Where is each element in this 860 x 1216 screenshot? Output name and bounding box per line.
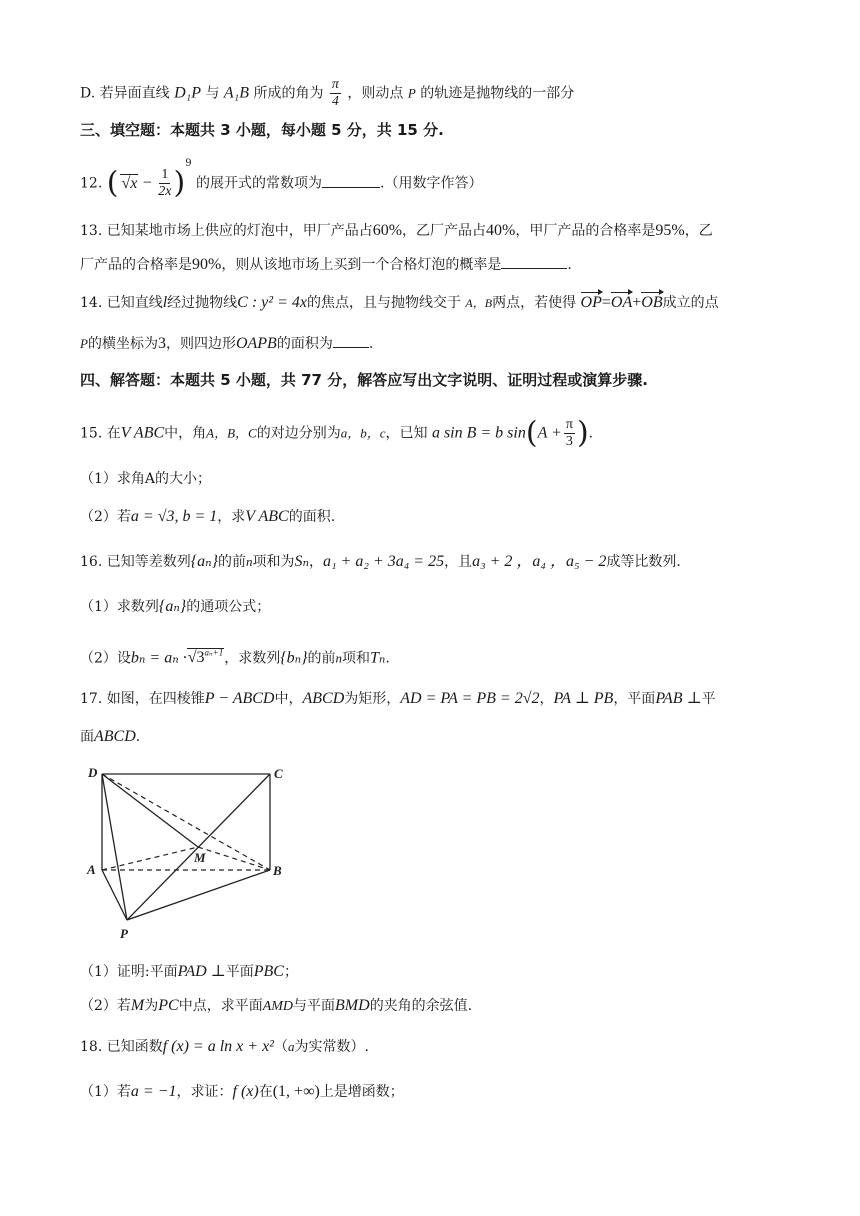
- question-14-line1: [80, 293, 719, 313]
- math-plane-pbc: PBC: [253, 963, 284, 980]
- math-sn: Sₙ: [294, 553, 309, 570]
- text: 成立的点: [662, 295, 719, 311]
- text: ，且: [444, 554, 473, 570]
- math-plane-pab: PAB ⊥: [655, 690, 702, 707]
- period: .: [588, 425, 594, 442]
- text: 所成的角为: [253, 85, 324, 102]
- question-18: [80, 1037, 369, 1057]
- math-triangle: V ABC: [120, 424, 165, 442]
- question-17-line1: 17. 如图，在四棱锥P − ABCD中，ABCD为矩形，AD = PA = PB = 2√2，PA ⊥ PB，平面PAB ⊥平: [80, 690, 716, 707]
- edge-dm: [102, 774, 198, 847]
- math-perp: PA ⊥ PB: [553, 690, 614, 707]
- denominator: 2x: [158, 184, 172, 199]
- question-16-part2: （2）设$b_n = a_n \cdot√3^{a_n+1}$，求数列{bₙ}的前n项和Tₙ.: [80, 648, 390, 667]
- sqrt-expression: [187, 648, 225, 666]
- question-16-part1: [80, 597, 270, 617]
- text: ，则四边形: [165, 336, 236, 352]
- text: 项和: [341, 650, 370, 667]
- text: 为矩形，: [344, 691, 401, 707]
- math-bn-def: bₙ = aₙ ·: [130, 649, 187, 667]
- text: ，乙厂产品占: [402, 223, 487, 239]
- text: （1）若: [80, 1084, 131, 1100]
- text: 的前: [307, 650, 336, 667]
- text: 14. 已知直线: [80, 295, 163, 311]
- math-plane-pad: PAD ⊥: [177, 963, 226, 980]
- text: 厂产品的合格率是: [80, 257, 192, 273]
- answer-blank: [322, 173, 380, 188]
- math-oapb: OAPB: [235, 335, 277, 352]
- option-d: [80, 78, 574, 109]
- vector-oa: OA: [610, 294, 633, 311]
- question-number: 12.: [80, 175, 103, 192]
- exponent: 9: [185, 157, 192, 169]
- text: 的展开式的常数项为: [196, 175, 323, 192]
- text: ，乙: [684, 223, 713, 239]
- question-17-line2: 面ABCD.: [80, 728, 141, 745]
- label-a: A: [87, 862, 96, 877]
- text: （2）若: [80, 998, 131, 1014]
- math-a1b: A₁B: [223, 84, 249, 102]
- value: 3: [157, 335, 166, 352]
- section-solution: 四、解答题：本题共 5 小题，共 77 分，解答应写出文字说明、证明过程或演算步骤.: [80, 371, 648, 389]
- text: 成等比数列.: [606, 554, 681, 570]
- math-equation: a₁ + a₂ + 3a₄ = 25: [322, 553, 445, 570]
- text: 中，角: [164, 425, 207, 442]
- vector-op: OP: [580, 294, 602, 311]
- text: ，求证：: [176, 1084, 233, 1100]
- text: 的夹角的余弦值.: [369, 998, 473, 1014]
- equals: =: [601, 294, 611, 311]
- math-sides: a，b，c: [340, 425, 386, 441]
- text: 上是增函数；: [319, 1084, 404, 1100]
- math-ab: A，B: [465, 296, 493, 310]
- text: 项和为: [252, 554, 295, 570]
- edge-db-hidden: [102, 774, 270, 870]
- text: （1）证明:平面: [80, 964, 178, 980]
- text: 平: [701, 691, 716, 707]
- radicand: x: [130, 174, 138, 192]
- text: 与: [205, 85, 220, 102]
- math-angles: A，B，C: [206, 425, 257, 441]
- math-sequence-b: {bₙ}: [280, 649, 308, 667]
- text: 的对边分别为: [256, 425, 341, 442]
- question-15: [80, 415, 594, 451]
- math-plane-bmd: BMD: [335, 997, 370, 1014]
- question-17-part2: [80, 996, 472, 1017]
- math-a-value: a = −1: [130, 1083, 177, 1100]
- plus: +: [632, 294, 642, 311]
- text: （2）设: [80, 650, 131, 667]
- math-l: l: [162, 294, 168, 311]
- text: （1）求数列: [80, 599, 159, 615]
- math-plane-amd: AMD: [262, 999, 294, 1014]
- text: 平面: [225, 964, 254, 980]
- text: 的轨迹是抛物线的一部分: [420, 85, 575, 102]
- right-paren: ): [576, 415, 589, 451]
- sqrt-symbol: √: [121, 174, 131, 192]
- label-d: D: [88, 765, 98, 780]
- text: 16. 已知等差数列: [80, 554, 191, 570]
- label-m: M: [194, 850, 206, 865]
- text: 为实常数）.: [294, 1039, 369, 1055]
- numerator: 1: [161, 167, 169, 182]
- math-a-plus: A +: [537, 424, 562, 442]
- text: 17. 如图，在四棱锥: [80, 691, 205, 707]
- vector-ob: OB: [641, 294, 663, 311]
- text: 的通项公式；: [186, 599, 271, 615]
- answer-blank: [333, 333, 369, 348]
- math-sequence-a: {aₙ}: [158, 598, 187, 615]
- math-tn: Tₙ: [369, 649, 386, 667]
- question-18-part1: [80, 1082, 404, 1102]
- text: 经过抛物线: [167, 295, 238, 311]
- text: 为: [144, 998, 159, 1014]
- math-equation: a sin B = b sin: [431, 424, 526, 442]
- math-condition: a = √3, b = 1: [130, 508, 218, 525]
- text: ，平面: [613, 691, 656, 707]
- denominator: 4: [331, 94, 339, 109]
- math-n: n: [246, 554, 253, 569]
- right-paren: ): [173, 165, 186, 201]
- question-12: [80, 157, 483, 201]
- numerator: π: [331, 77, 339, 92]
- math-interval: (1, +∞): [272, 1083, 320, 1100]
- text: 中，: [274, 691, 303, 707]
- text: 的面积为: [276, 336, 333, 352]
- text: ，求: [217, 509, 246, 525]
- math-p: P: [80, 336, 88, 351]
- text: .（用数字作答）: [380, 175, 483, 192]
- question-15-part1: （1）求角A的大小；: [80, 471, 212, 487]
- label-p: P: [120, 926, 128, 941]
- text: 中点，求平面: [178, 998, 263, 1014]
- value: 60%: [372, 222, 403, 239]
- text: 15. 在: [80, 425, 121, 442]
- fraction-1-2x: [158, 168, 171, 199]
- math-p: P: [407, 85, 416, 101]
- edge-mb-hidden: [198, 847, 270, 870]
- text: （2）若: [80, 509, 131, 525]
- text: ，甲厂产品的合格率是: [515, 223, 656, 239]
- math-pc: PC: [158, 997, 179, 1014]
- text: ，求数列: [224, 650, 281, 667]
- text: （: [273, 1039, 288, 1055]
- text: 两点，若使得: [492, 295, 577, 311]
- math-abcd: ABCD: [94, 728, 136, 745]
- radicand: 3: [196, 649, 205, 667]
- math-n: n: [335, 650, 342, 666]
- math-m: M: [130, 997, 145, 1014]
- denominator: 3: [565, 434, 573, 449]
- question-13-line1: [80, 221, 713, 241]
- math-parabola: C : y² = 4x: [237, 294, 307, 311]
- question-17-part1: （1）证明:平面PAD ⊥平面PBC；: [80, 963, 298, 980]
- text: ，则动点: [347, 85, 404, 102]
- text: ，则从该地市场上买到一个合格灯泡的概率是: [221, 257, 502, 273]
- text: 13. 已知某地市场上供应的灯泡中，甲厂产品占: [80, 223, 373, 239]
- text: 在: [258, 1084, 273, 1100]
- label-b: B: [273, 863, 282, 878]
- section-fill-in: 三、填空题：本题共 3 小题，每小题 5 分，共 15 分.: [80, 121, 444, 139]
- question-14-line2: [80, 333, 373, 354]
- text: 的横坐标为: [87, 336, 158, 352]
- math-sequence-a: {aₙ}: [190, 553, 218, 570]
- sqrt-symbol: √: [187, 649, 197, 667]
- question-13-line2: [80, 254, 572, 275]
- math-triangle: V ABC: [245, 508, 289, 525]
- fraction-pi-4: [330, 78, 341, 109]
- math-equation: AD = PA = PB = 2√2: [400, 690, 540, 707]
- question-15-part2: [80, 507, 335, 527]
- text: D. 若异面直线: [80, 85, 170, 102]
- math-terms: a₃ + 2 ，a₄ ，a₅ − 2: [472, 553, 607, 570]
- edge-pb: [127, 870, 270, 920]
- text: 与平面: [293, 998, 336, 1014]
- text: 的前: [218, 554, 246, 570]
- edge-dp: [102, 774, 127, 920]
- math-function: f (x) = a ln x + x²: [162, 1038, 274, 1055]
- math-d1p: D₁P: [174, 84, 201, 102]
- text: 的焦点，且与抛物线交于: [306, 295, 461, 311]
- text: ，已知: [385, 425, 428, 442]
- value: 40%: [486, 222, 516, 239]
- pyramid-figure: [82, 762, 292, 947]
- text: 的面积.: [288, 509, 336, 525]
- left-paren: (: [106, 165, 119, 201]
- minus: −: [142, 174, 152, 192]
- question-16: 16. 已知等差数列{aₙ}的前n项和为Sₙ，a₁ + a₂ + 3a₄ = 25，且a₃ + 2 ，a₄ ，a₅ − 2成等比数列.: [80, 553, 681, 570]
- value: 90%: [192, 256, 222, 273]
- math-fx: f (x): [232, 1083, 259, 1100]
- label-c: C: [274, 766, 283, 781]
- numerator: π: [565, 417, 573, 432]
- exponent: aₙ+1: [204, 648, 224, 658]
- math-abcd: ABCD: [302, 690, 345, 707]
- left-paren: (: [525, 415, 538, 451]
- math-a: a: [287, 1039, 295, 1054]
- sqrt-x: [120, 174, 138, 192]
- fraction-pi-3: [564, 418, 575, 449]
- answer-blank: [501, 254, 567, 269]
- text: .: [368, 336, 374, 352]
- text: .: [567, 257, 572, 273]
- text: 面: [80, 729, 94, 745]
- value: 95%: [655, 222, 685, 239]
- math-pyramid: P − ABCD: [204, 690, 275, 707]
- text: 18. 已知函数: [80, 1039, 163, 1055]
